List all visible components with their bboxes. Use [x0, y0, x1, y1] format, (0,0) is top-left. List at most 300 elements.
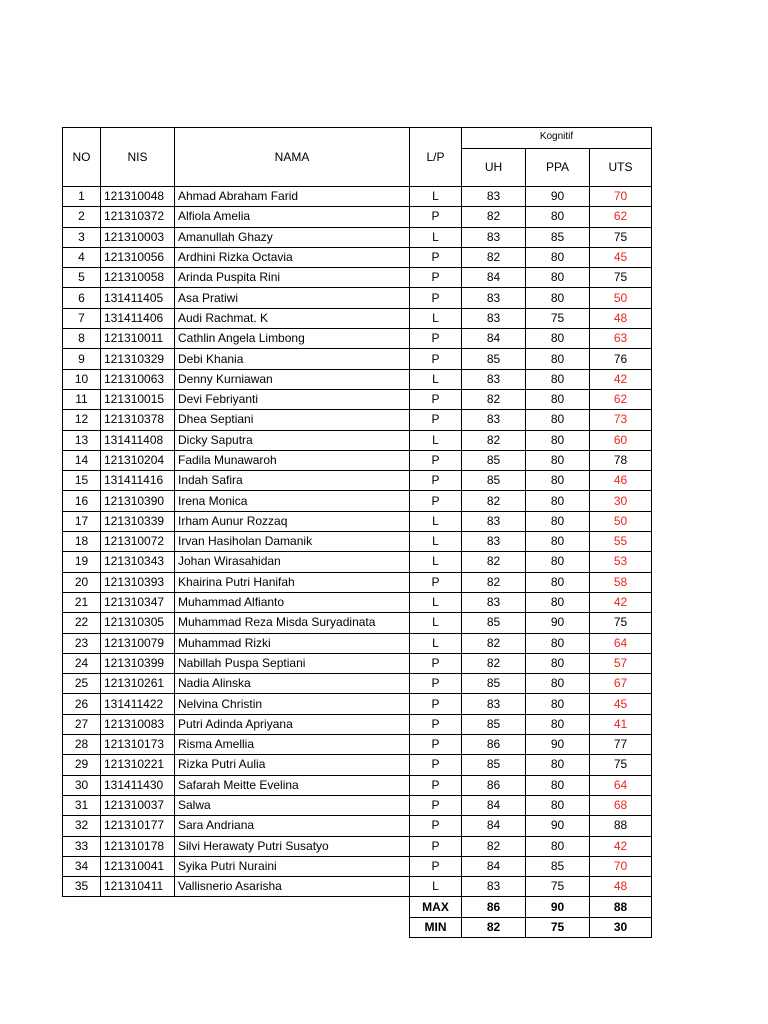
row-no: 2: [63, 207, 101, 227]
row-nis: 131411430: [101, 775, 175, 795]
row-nis: 121310058: [101, 268, 175, 288]
row-lp: P: [410, 450, 462, 470]
row-lp: L: [410, 552, 462, 572]
row-lp: P: [410, 856, 462, 876]
row-nis: 121310378: [101, 410, 175, 430]
row-ppa: 85: [526, 856, 590, 876]
row-nis: 121310372: [101, 207, 175, 227]
summary-ppa: 90: [526, 897, 590, 917]
table-row: [63, 227, 652, 247]
row-nama: Muhammad Alfianto: [175, 592, 410, 612]
row-lp: P: [410, 836, 462, 856]
row-uts: 77: [590, 735, 652, 755]
table-row: [63, 877, 652, 897]
row-uh: 82: [462, 389, 526, 409]
row-nis: 121310063: [101, 369, 175, 389]
row-lp: P: [410, 471, 462, 491]
row-no: 18: [63, 532, 101, 552]
summary-uh: 86: [462, 897, 526, 917]
row-uh: 85: [462, 613, 526, 633]
row-no: 31: [63, 795, 101, 815]
row-no: 14: [63, 450, 101, 470]
row-nama: Cathlin Angela Limbong: [175, 329, 410, 349]
row-ppa: 80: [526, 511, 590, 531]
row-nis: 121310178: [101, 836, 175, 856]
row-nis: 121310261: [101, 674, 175, 694]
row-nama: Amanullah Ghazy: [175, 227, 410, 247]
row-uts: 64: [590, 775, 652, 795]
row-ppa: 80: [526, 430, 590, 450]
row-uts: 64: [590, 633, 652, 653]
table-row: [63, 816, 652, 836]
row-uh: 82: [462, 633, 526, 653]
row-uh: 85: [462, 471, 526, 491]
row-uts: 70: [590, 856, 652, 876]
row-uh: 82: [462, 836, 526, 856]
row-uh: 82: [462, 572, 526, 592]
row-uh: 83: [462, 288, 526, 308]
row-ppa: 80: [526, 775, 590, 795]
row-ppa: 80: [526, 532, 590, 552]
row-nama: Salwa: [175, 795, 410, 815]
row-uh: 83: [462, 592, 526, 612]
row-nis: 121310393: [101, 572, 175, 592]
row-no: 29: [63, 755, 101, 775]
row-ppa: 80: [526, 288, 590, 308]
row-uts: 42: [590, 369, 652, 389]
row-nis: 121310083: [101, 714, 175, 734]
row-ppa: 75: [526, 308, 590, 328]
row-uh: 83: [462, 369, 526, 389]
row-lp: P: [410, 389, 462, 409]
row-uts: 62: [590, 389, 652, 409]
table-row: [63, 308, 652, 328]
row-uh: 85: [462, 755, 526, 775]
row-lp: P: [410, 572, 462, 592]
row-lp: P: [410, 653, 462, 673]
row-nis: 121310056: [101, 247, 175, 267]
row-ppa: 80: [526, 207, 590, 227]
row-nis: 131411416: [101, 471, 175, 491]
row-uts: 42: [590, 836, 652, 856]
summary-row: [63, 897, 652, 917]
row-uts: 75: [590, 755, 652, 775]
row-no: 17: [63, 511, 101, 531]
row-no: 15: [63, 471, 101, 491]
row-lp: P: [410, 714, 462, 734]
row-uts: 30: [590, 491, 652, 511]
summary-label: MIN: [410, 917, 462, 937]
row-nama: Alfiola Amelia: [175, 207, 410, 227]
row-no: 1: [63, 187, 101, 207]
row-nama: Syika Putri Nuraini: [175, 856, 410, 876]
row-lp: L: [410, 592, 462, 612]
row-uh: 85: [462, 714, 526, 734]
header-uts: UTS: [590, 149, 652, 187]
row-ppa: 80: [526, 491, 590, 511]
header-uh: UH: [462, 149, 526, 187]
row-lp: P: [410, 329, 462, 349]
row-lp: P: [410, 207, 462, 227]
row-uh: 83: [462, 877, 526, 897]
table-row: [63, 511, 652, 531]
row-ppa: 80: [526, 471, 590, 491]
row-nama: Fadila Munawaroh: [175, 450, 410, 470]
row-lp: P: [410, 694, 462, 714]
table-row: [63, 836, 652, 856]
row-lp: P: [410, 349, 462, 369]
row-lp: P: [410, 288, 462, 308]
table-row: [63, 349, 652, 369]
row-no: 30: [63, 775, 101, 795]
row-no: 28: [63, 735, 101, 755]
row-no: 26: [63, 694, 101, 714]
table-row: [63, 714, 652, 734]
table-row: [63, 389, 652, 409]
row-no: 16: [63, 491, 101, 511]
row-nama: Ahmad Abraham Farid: [175, 187, 410, 207]
row-ppa: 80: [526, 836, 590, 856]
row-nis: 121310015: [101, 389, 175, 409]
row-lp: P: [410, 755, 462, 775]
summary-spacer: [63, 897, 410, 917]
row-no: 33: [63, 836, 101, 856]
row-no: 11: [63, 389, 101, 409]
row-uts: 73: [590, 410, 652, 430]
row-ppa: 80: [526, 247, 590, 267]
row-uh: 83: [462, 308, 526, 328]
table-row: [63, 674, 652, 694]
row-ppa: 80: [526, 369, 590, 389]
row-uts: 75: [590, 613, 652, 633]
row-lp: L: [410, 187, 462, 207]
row-uh: 85: [462, 674, 526, 694]
row-nama: Irvan Hasiholan Damanik: [175, 532, 410, 552]
row-ppa: 80: [526, 450, 590, 470]
row-nis: 121310339: [101, 511, 175, 531]
row-nama: Rizka Putri Aulia: [175, 755, 410, 775]
row-nis: 121310003: [101, 227, 175, 247]
row-uts: 45: [590, 247, 652, 267]
row-ppa: 80: [526, 572, 590, 592]
row-lp: P: [410, 247, 462, 267]
row-lp: L: [410, 227, 462, 247]
row-nama: Silvi Herawaty Putri Susatyo: [175, 836, 410, 856]
row-uts: 48: [590, 877, 652, 897]
row-ppa: 75: [526, 877, 590, 897]
row-uts: 41: [590, 714, 652, 734]
row-no: 27: [63, 714, 101, 734]
row-uts: 48: [590, 308, 652, 328]
row-nama: Sara Andriana: [175, 816, 410, 836]
row-nama: Asa Pratiwi: [175, 288, 410, 308]
row-nis: 131411406: [101, 308, 175, 328]
row-no: 35: [63, 877, 101, 897]
summary-spacer: [63, 917, 410, 937]
header-lp: L/P: [410, 128, 462, 187]
row-nis: 121310177: [101, 816, 175, 836]
row-nama: Debi Khania: [175, 349, 410, 369]
row-uh: 85: [462, 450, 526, 470]
row-no: 22: [63, 613, 101, 633]
row-nama: Safarah Meitte Evelina: [175, 775, 410, 795]
row-ppa: 80: [526, 653, 590, 673]
table-row: [63, 532, 652, 552]
row-nama: Risma Amellia: [175, 735, 410, 755]
row-uts: 75: [590, 227, 652, 247]
row-uts: 58: [590, 572, 652, 592]
row-nama: Putri Adinda Apriyana: [175, 714, 410, 734]
row-nis: 121310011: [101, 329, 175, 349]
row-nama: Denny Kurniawan: [175, 369, 410, 389]
summary-uts: 30: [590, 917, 652, 937]
row-no: 19: [63, 552, 101, 572]
row-uh: 83: [462, 227, 526, 247]
row-lp: P: [410, 410, 462, 430]
row-no: 12: [63, 410, 101, 430]
row-uh: 84: [462, 816, 526, 836]
row-uh: 83: [462, 511, 526, 531]
table-row: [63, 694, 652, 714]
summary-ppa: 75: [526, 917, 590, 937]
row-nama: Nabillah Puspa Septiani: [175, 653, 410, 673]
table-row: [63, 856, 652, 876]
row-ppa: 80: [526, 674, 590, 694]
row-no: 25: [63, 674, 101, 694]
header-ppa: PPA: [526, 149, 590, 187]
row-uh: 84: [462, 329, 526, 349]
row-nis: 121310347: [101, 592, 175, 612]
row-nama: Muhammad Rizki: [175, 633, 410, 653]
row-no: 6: [63, 288, 101, 308]
summary-row: [63, 917, 652, 937]
row-uts: 50: [590, 511, 652, 531]
table-row: [63, 268, 652, 288]
row-no: 23: [63, 633, 101, 653]
table-row: [63, 633, 652, 653]
row-uts: 55: [590, 532, 652, 552]
table-row: [63, 471, 652, 491]
table-row: [63, 450, 652, 470]
row-nis: 121310173: [101, 735, 175, 755]
row-nis: 121310399: [101, 653, 175, 673]
row-no: 20: [63, 572, 101, 592]
row-nis: 121310037: [101, 795, 175, 815]
row-uh: 83: [462, 187, 526, 207]
table-row: [63, 430, 652, 450]
row-ppa: 90: [526, 816, 590, 836]
row-nama: Devi Febriyanti: [175, 389, 410, 409]
row-nama: Ardhini Rizka Octavia: [175, 247, 410, 267]
row-nis: 121310048: [101, 187, 175, 207]
row-uh: 84: [462, 856, 526, 876]
row-ppa: 80: [526, 349, 590, 369]
row-uts: 67: [590, 674, 652, 694]
row-nis: 121310221: [101, 755, 175, 775]
table-body: [63, 187, 652, 897]
row-ppa: 85: [526, 227, 590, 247]
row-ppa: 80: [526, 389, 590, 409]
row-uts: 76: [590, 349, 652, 369]
row-ppa: 80: [526, 410, 590, 430]
row-no: 9: [63, 349, 101, 369]
table-row: [63, 491, 652, 511]
row-nis: 121310305: [101, 613, 175, 633]
row-no: 5: [63, 268, 101, 288]
row-nis: 121310041: [101, 856, 175, 876]
row-nis: 121310204: [101, 450, 175, 470]
row-nama: Irham Aunur Rozzaq: [175, 511, 410, 531]
row-nama: Dicky Saputra: [175, 430, 410, 450]
row-nama: Muhammad Reza Misda Suryadinata: [175, 613, 410, 633]
row-nis: 121310343: [101, 552, 175, 572]
row-ppa: 80: [526, 268, 590, 288]
row-lp: P: [410, 491, 462, 511]
row-uh: 83: [462, 694, 526, 714]
header-nama: NAMA: [175, 128, 410, 187]
table-row: [63, 247, 652, 267]
row-nama: Audi Rachmat. K: [175, 308, 410, 328]
row-uts: 75: [590, 268, 652, 288]
table-row: [63, 775, 652, 795]
row-uh: 82: [462, 491, 526, 511]
row-nama: Dhea Septiani: [175, 410, 410, 430]
header-kognitif: Kognitif: [462, 128, 652, 149]
summary-label: MAX: [410, 897, 462, 917]
row-uts: 45: [590, 694, 652, 714]
table-header: [63, 128, 652, 187]
row-uts: 68: [590, 795, 652, 815]
row-ppa: 90: [526, 735, 590, 755]
row-lp: L: [410, 613, 462, 633]
row-lp: L: [410, 633, 462, 653]
row-lp: P: [410, 816, 462, 836]
row-no: 24: [63, 653, 101, 673]
row-no: 21: [63, 592, 101, 612]
row-uts: 46: [590, 471, 652, 491]
row-ppa: 80: [526, 633, 590, 653]
row-lp: L: [410, 877, 462, 897]
grade-table: [62, 127, 652, 938]
row-nis: 131411405: [101, 288, 175, 308]
row-nama: Arinda Puspita Rini: [175, 268, 410, 288]
row-nama: Irena Monica: [175, 491, 410, 511]
row-uts: 42: [590, 592, 652, 612]
row-lp: P: [410, 795, 462, 815]
row-no: 34: [63, 856, 101, 876]
row-uts: 53: [590, 552, 652, 572]
table-row: [63, 613, 652, 633]
table-row: [63, 795, 652, 815]
row-uh: 85: [462, 349, 526, 369]
row-nis: 131411408: [101, 430, 175, 450]
table-row: [63, 329, 652, 349]
row-uh: 83: [462, 410, 526, 430]
row-uts: 50: [590, 288, 652, 308]
row-uh: 86: [462, 775, 526, 795]
row-uh: 84: [462, 795, 526, 815]
row-uh: 82: [462, 247, 526, 267]
row-ppa: 80: [526, 552, 590, 572]
summary-uts: 88: [590, 897, 652, 917]
table-row: [63, 410, 652, 430]
table-row: [63, 755, 652, 775]
row-uts: 88: [590, 816, 652, 836]
row-nama: Nelvina Christin: [175, 694, 410, 714]
row-nama: Khairina Putri Hanifah: [175, 572, 410, 592]
row-uh: 84: [462, 268, 526, 288]
row-uh: 82: [462, 207, 526, 227]
table-row: [63, 288, 652, 308]
row-ppa: 80: [526, 755, 590, 775]
row-uts: 62: [590, 207, 652, 227]
table-summary: [63, 897, 652, 938]
row-nama: Vallisnerio Asarisha: [175, 877, 410, 897]
row-lp: P: [410, 268, 462, 288]
row-uh: 82: [462, 653, 526, 673]
row-uh: 83: [462, 532, 526, 552]
row-ppa: 80: [526, 714, 590, 734]
row-no: 13: [63, 430, 101, 450]
row-uh: 82: [462, 552, 526, 572]
header-nis: NIS: [101, 128, 175, 187]
row-uts: 60: [590, 430, 652, 450]
row-nama: Nadia Alinska: [175, 674, 410, 694]
row-lp: L: [410, 511, 462, 531]
table-row: [63, 653, 652, 673]
table-row: [63, 592, 652, 612]
row-ppa: 80: [526, 694, 590, 714]
row-lp: L: [410, 369, 462, 389]
row-uts: 57: [590, 653, 652, 673]
table-row: [63, 369, 652, 389]
row-lp: L: [410, 308, 462, 328]
row-uts: 78: [590, 450, 652, 470]
row-ppa: 90: [526, 613, 590, 633]
row-uh: 86: [462, 735, 526, 755]
summary-uh: 82: [462, 917, 526, 937]
table-row: [63, 572, 652, 592]
row-no: 4: [63, 247, 101, 267]
row-no: 10: [63, 369, 101, 389]
row-uts: 63: [590, 329, 652, 349]
header-no: NO: [63, 128, 101, 187]
row-lp: P: [410, 775, 462, 795]
row-nis: 121310079: [101, 633, 175, 653]
row-ppa: 90: [526, 187, 590, 207]
row-lp: P: [410, 735, 462, 755]
row-lp: P: [410, 674, 462, 694]
table-row: [63, 187, 652, 207]
table-row: [63, 552, 652, 572]
row-nis: 121310411: [101, 877, 175, 897]
row-no: 8: [63, 329, 101, 349]
row-lp: L: [410, 430, 462, 450]
row-no: 3: [63, 227, 101, 247]
row-nama: Johan Wirasahidan: [175, 552, 410, 572]
row-uts: 70: [590, 187, 652, 207]
row-ppa: 80: [526, 329, 590, 349]
table-row: [63, 735, 652, 755]
row-uh: 82: [462, 430, 526, 450]
row-nis: 121310072: [101, 532, 175, 552]
row-ppa: 80: [526, 795, 590, 815]
row-nis: 131411422: [101, 694, 175, 714]
row-nis: 121310390: [101, 491, 175, 511]
row-no: 32: [63, 816, 101, 836]
table-row: [63, 207, 652, 227]
row-no: 7: [63, 308, 101, 328]
